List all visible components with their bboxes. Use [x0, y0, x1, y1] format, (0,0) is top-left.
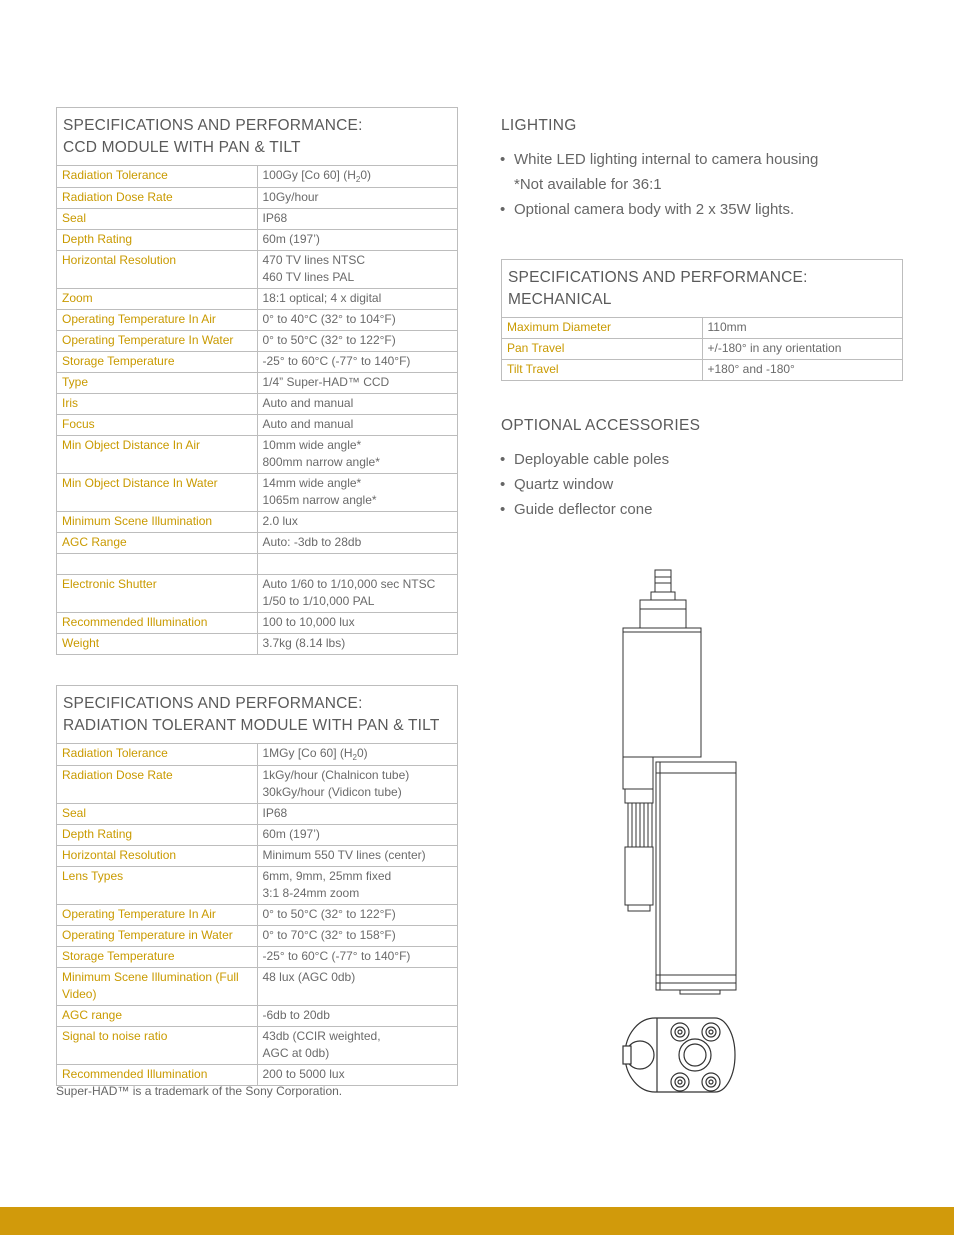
spec-label: Tilt Travel [502, 360, 702, 381]
spec-label: Min Object Distance In Water [57, 474, 257, 512]
spec-label: Recommended Illumination [57, 613, 257, 634]
table-row [57, 867, 457, 905]
spec-value: 470 TV lines NTSC 460 TV lines PAL [257, 251, 457, 289]
spec-value: 100Gy [Co 60] $(H_20)$ [257, 166, 457, 188]
table-row [57, 804, 457, 825]
list-item: • Deployable cable poles [500, 451, 670, 468]
spec-value: 14mm wide angle* 1065m narrow angle* [257, 474, 457, 512]
spec-value: 0° to 40°C (32° to 104°F) [257, 310, 457, 331]
spec-value: 60m (197’) [257, 825, 457, 846]
spec-value: 110mm [702, 318, 902, 339]
table-row [57, 1006, 457, 1027]
spec-value: 100 to 10,000 lux [257, 613, 457, 634]
spec-label: Storage Temperature [57, 947, 257, 968]
table-row [57, 926, 457, 947]
ccd-spec-table [56, 107, 458, 655]
list-item: • Quartz window [500, 476, 614, 493]
lighting-list [500, 147, 818, 222]
table-row [57, 166, 457, 188]
list-item: • White LED lighting internal to camera housing [500, 151, 819, 168]
table-row [57, 905, 457, 926]
spec-label: Focus [57, 415, 257, 436]
spec-label: Pan Travel [502, 339, 702, 360]
list-item: • Guide deflector cone [500, 501, 653, 518]
spec-label: Radiation Tolerance [57, 744, 257, 766]
spec-value: 0° to 50°C (32° to 122°F) [257, 905, 457, 926]
rad-spec-heading: SPECIFICATIONS AND PERFORMANCE: RADIATION TOLERANT MODULE WITH PAN & TILT [63, 695, 440, 734]
spec-value: -25° to 60°C (-77° to 140°F) [257, 947, 457, 968]
spec-value: 2.0 lux [257, 512, 457, 533]
spec-value: 1kGy/hour (Chalnicon tube) 30kGy/hour (Vidicon tube) [257, 766, 457, 804]
spec-label: Signal to noise ratio [57, 1027, 257, 1065]
spec-label: AGC range [57, 1006, 257, 1027]
table-row [57, 474, 457, 512]
spec-label: Type [57, 373, 257, 394]
spec-value: 1MGy [Co 60] $(H_20)$ [257, 744, 457, 766]
table-row [57, 230, 457, 251]
spec-value: 6mm, 9mm, 25mm fixed 3:1 8-24mm zoom [257, 867, 457, 905]
list-item: • Optional camera body with 2 x 35W lights. [500, 201, 795, 218]
spec-value [257, 554, 457, 575]
spec-label: Minimum Scene Illumination (Full Video) [57, 968, 257, 1006]
spec-value: Auto 1/60 to 1/10,000 sec NTSC 1/50 to 1/10,000 PAL [257, 575, 457, 613]
spec-value: -25° to 60°C (-77° to 140°F) [257, 352, 457, 373]
mech-spec-rows [502, 317, 902, 380]
spec-value: 10Gy/hour [257, 188, 457, 209]
spec-value: 18:1 optical; 4 x digital [257, 289, 457, 310]
table-row [57, 331, 457, 352]
table-row [57, 415, 457, 436]
spec-value: 3.7kg (8.14 lbs) [257, 634, 457, 655]
mech-spec-table [501, 259, 903, 381]
table-row [57, 554, 457, 575]
table-row [57, 512, 457, 533]
spec-value: Minimum 550 TV lines (center) [257, 846, 457, 867]
table-row [502, 339, 902, 360]
spec-label: Operating Temperature In Water [57, 331, 257, 352]
spec-value: Auto: -3db to 28db [257, 533, 457, 554]
spec-label: Operating Temperature In Air [57, 310, 257, 331]
table-row [57, 310, 457, 331]
spec-label: Weight [57, 634, 257, 655]
table-row [57, 188, 457, 209]
table-row [57, 289, 457, 310]
spec-label: Horizontal Resolution [57, 251, 257, 289]
table-row [57, 744, 457, 766]
spec-value: IP68 [257, 209, 457, 230]
table-row [57, 209, 457, 230]
table-row [57, 634, 457, 655]
table-row [57, 373, 457, 394]
trademark-footnote: Super-HAD™ is a trademark of the Sony Corporation. [56, 1084, 343, 1098]
spec-label: Lens Types [57, 867, 257, 905]
table-row [57, 533, 457, 554]
spec-value: 10mm wide angle* 800mm narrow angle* [257, 436, 457, 474]
spec-value: +/-180° in any orientation [702, 339, 902, 360]
spec-label: Iris [57, 394, 257, 415]
table-row [57, 947, 457, 968]
table-row [57, 968, 457, 1006]
mech-spec-heading: SPECIFICATIONS AND PERFORMANCE: MECHANICAL [508, 269, 808, 308]
table-row [57, 352, 457, 373]
rad-spec-rows [57, 743, 457, 1085]
table-row [57, 575, 457, 613]
spec-label: Depth Rating [57, 230, 257, 251]
camera-front-drawing [615, 1010, 745, 1100]
spec-value: 48 lux (AGC 0db) [257, 968, 457, 1006]
spec-label: Electronic Shutter [57, 575, 257, 613]
accessories-title: OPTIONAL ACCESSORIES [501, 417, 701, 434]
spec-value: +180° and -180° [702, 360, 902, 381]
spec-label: Radiation Dose Rate [57, 766, 257, 804]
camera-side-drawing [600, 565, 760, 1005]
list-item-note: *Not available for 36:1 [514, 176, 662, 193]
accessories-list [500, 447, 669, 522]
table-row [57, 1065, 457, 1086]
table-row [57, 251, 457, 289]
table-row [57, 613, 457, 634]
table-row [57, 436, 457, 474]
ccd-spec-rows [57, 165, 457, 654]
table-row [502, 360, 902, 381]
spec-label: Storage Temperature [57, 352, 257, 373]
table-row [57, 394, 457, 415]
spec-label [57, 554, 257, 575]
table-row [57, 825, 457, 846]
spec-label: Zoom [57, 289, 257, 310]
spec-label: Seal [57, 804, 257, 825]
spec-label: Operating Temperature in Water [57, 926, 257, 947]
table-row [57, 1027, 457, 1065]
rad-spec-table [56, 685, 458, 1086]
spec-label: Min Object Distance In Air [57, 436, 257, 474]
spec-value: IP68 [257, 804, 457, 825]
spec-label: Operating Temperature In Air [57, 905, 257, 926]
spec-label: Radiation Tolerance [57, 166, 257, 188]
table-row [502, 318, 902, 339]
spec-value: 0° to 70°C (32° to 158°F) [257, 926, 457, 947]
footer-bar [0, 1207, 954, 1235]
spec-value: Auto and manual [257, 394, 457, 415]
spec-value: 1/4” Super-HAD™ CCD [257, 373, 457, 394]
ccd-spec-heading: SPECIFICATIONS AND PERFORMANCE: CCD MODULE WITH PAN & TILT [63, 117, 363, 156]
spec-value: 60m (197’) [257, 230, 457, 251]
spec-label: Depth Rating [57, 825, 257, 846]
spec-value: Auto and manual [257, 415, 457, 436]
spec-value: 43db (CCIR weighted, AGC at 0db) [257, 1027, 457, 1065]
lighting-title: LIGHTING [501, 117, 577, 134]
spec-label: Recommended Illumination [57, 1065, 257, 1086]
table-row [57, 846, 457, 867]
spec-label: Seal [57, 209, 257, 230]
spec-value: 200 to 5000 lux [257, 1065, 457, 1086]
spec-value: 0° to 50°C (32° to 122°F) [257, 331, 457, 352]
spec-label: Radiation Dose Rate [57, 188, 257, 209]
table-row [57, 766, 457, 804]
spec-label: Minimum Scene Illumination [57, 512, 257, 533]
spec-label: Maximum Diameter [502, 318, 702, 339]
spec-label: Horizontal Resolution [57, 846, 257, 867]
spec-label: AGC Range [57, 533, 257, 554]
spec-value: -6db to 20db [257, 1006, 457, 1027]
